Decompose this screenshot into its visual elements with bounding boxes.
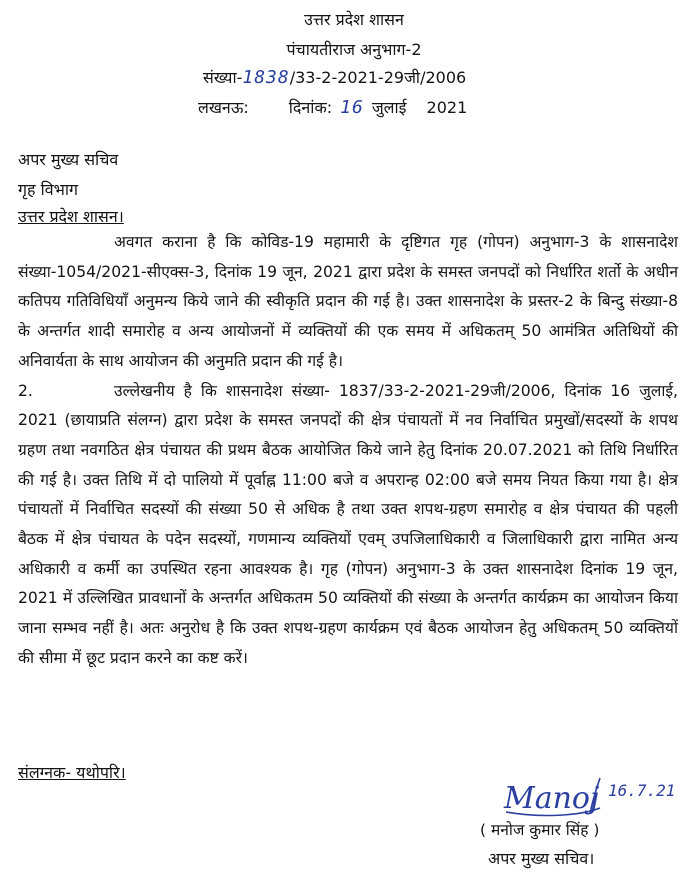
header-government: उत्तर प्रदेश शासन — [304, 10, 404, 29]
signatory-name: ( मनोज कुमार सिंह ) — [480, 821, 600, 839]
addressee-designation: अपर मुख्य सचिव — [18, 150, 119, 169]
addressee-government: उत्तर प्रदेश शासन। — [18, 207, 124, 226]
reference-suffix: /33-2-2021-29जी/2006 — [289, 68, 467, 87]
letter-body — [18, 228, 678, 674]
date-month: जुलाई — [371, 98, 407, 117]
paragraph-2-text: उल्लेखनीय है कि शासनादेश संख्या- 1837/33-2-2021-29जी/2006, दिनांक 16 जुलाई, 2021 (छायाप्रति संलग्न) द्वारा प्रदेश के समस्त जनपदों की क्षेत्र पंचायतों में नव निर्वाचित प्रमुखों/सदस्यों के शपथ ग्रहण तथा नवगठित क्षेत्र पंचायत की प्रथम बैठक आयोजित किये जाने हेतु दिनांक 20.07.2021 को तिथि निर्धारित की गई है। उक्त तिथि में दो पालियो में पूर्वाह्न 11:00 बजे व अपरान्ह 02:00 बजे समय नियत किया गया है। क्षेत्र पंचायतों में निर्वाचित सदस्यों की संख्या 50 से अधिक है तथा उक्त शपथ-ग्रहण समारोह व क्षेत्र पंचायत की पहली बैठक में क्षेत्र पंचायत के पदेन सदस्यों, गणमान्य व्यक्तियों एवम् उपजिलाधिकारी व जिलाधिकारी द्वारा नामित अन्य अधिकारी व कर्मी का उपस्थित रहना आवश्यक है। गृह (गोपन) अनुभाग-3 के उक्त शासनादेश दिनांक 19 जून, 2021 में उल्लिखित प्रावधानों के अन्तर्गत अधिकतम 50 व्यक्तियों की संख्या के अन्तर्गत कार्यक्रम का आयोजन किया जाना सम्भव नहीं है। अतः अनुरोध है कि उक्त शपथ-ग्रहण कार्यक्रम एवं बैठक आयोजन हेतु अधिकतम् 50 व्यक्तियों की सीमा में छूट प्रदान करने का कष्ट करें। — [18, 381, 678, 667]
reference-handwritten-number: 1838 — [242, 67, 290, 88]
header-section: पंचायतीराज अनुभाग-2 — [286, 40, 422, 59]
signature-scribble: Manoj — [504, 781, 600, 816]
paragraph-2 — [18, 377, 678, 674]
paragraph-1 — [18, 228, 678, 377]
place-date-line — [198, 97, 467, 119]
signatory-designation: अपर मुख्य सचिव। — [488, 849, 595, 868]
reference-number — [203, 67, 466, 89]
enclosure-note: संलग्नक- यथोपरि। — [18, 763, 126, 782]
place: लखनऊ: — [198, 98, 249, 117]
paragraph-1-text: अवगत कराना है कि कोविड-19 महामारी के दृष्टिगत गृह (गोपन) अनुभाग-3 के शासनादेश संख्या-1054/2021-सीएक्स-3, दिनांक 19 जून, 2021 द्वारा प्रदेश के समस्त जनपदों को निर्धारित शर्तो के अधीन कतिपय गतिविधियाँ अनुमन्य किये जाने की स्वीकृति प्रदान की गई है। उक्त शासनादेश के प्रस्तर-2 के बिन्दु संख्या-8 के अन्तर्गत शादी समारोह व अन्य आयोजनों में व्यक्तियों की एक समय में अधिकतम् 50 आमंत्रित अतिथियों की अनिवार्यता के साथ आयोजन की अनुमति प्रदान की गई है। — [18, 233, 678, 370]
paragraph-2-number: 2. — [18, 381, 33, 400]
date-year: 2021 — [426, 98, 468, 117]
handwritten-signature — [500, 768, 690, 826]
signature-date: 16.7.21 — [608, 781, 676, 800]
addressee-department: गृह विभाग — [18, 180, 79, 199]
date-label: दिनांक: — [288, 98, 333, 117]
reference-label: संख्या- — [203, 68, 243, 87]
date-day-handwritten: 16 — [340, 97, 364, 118]
